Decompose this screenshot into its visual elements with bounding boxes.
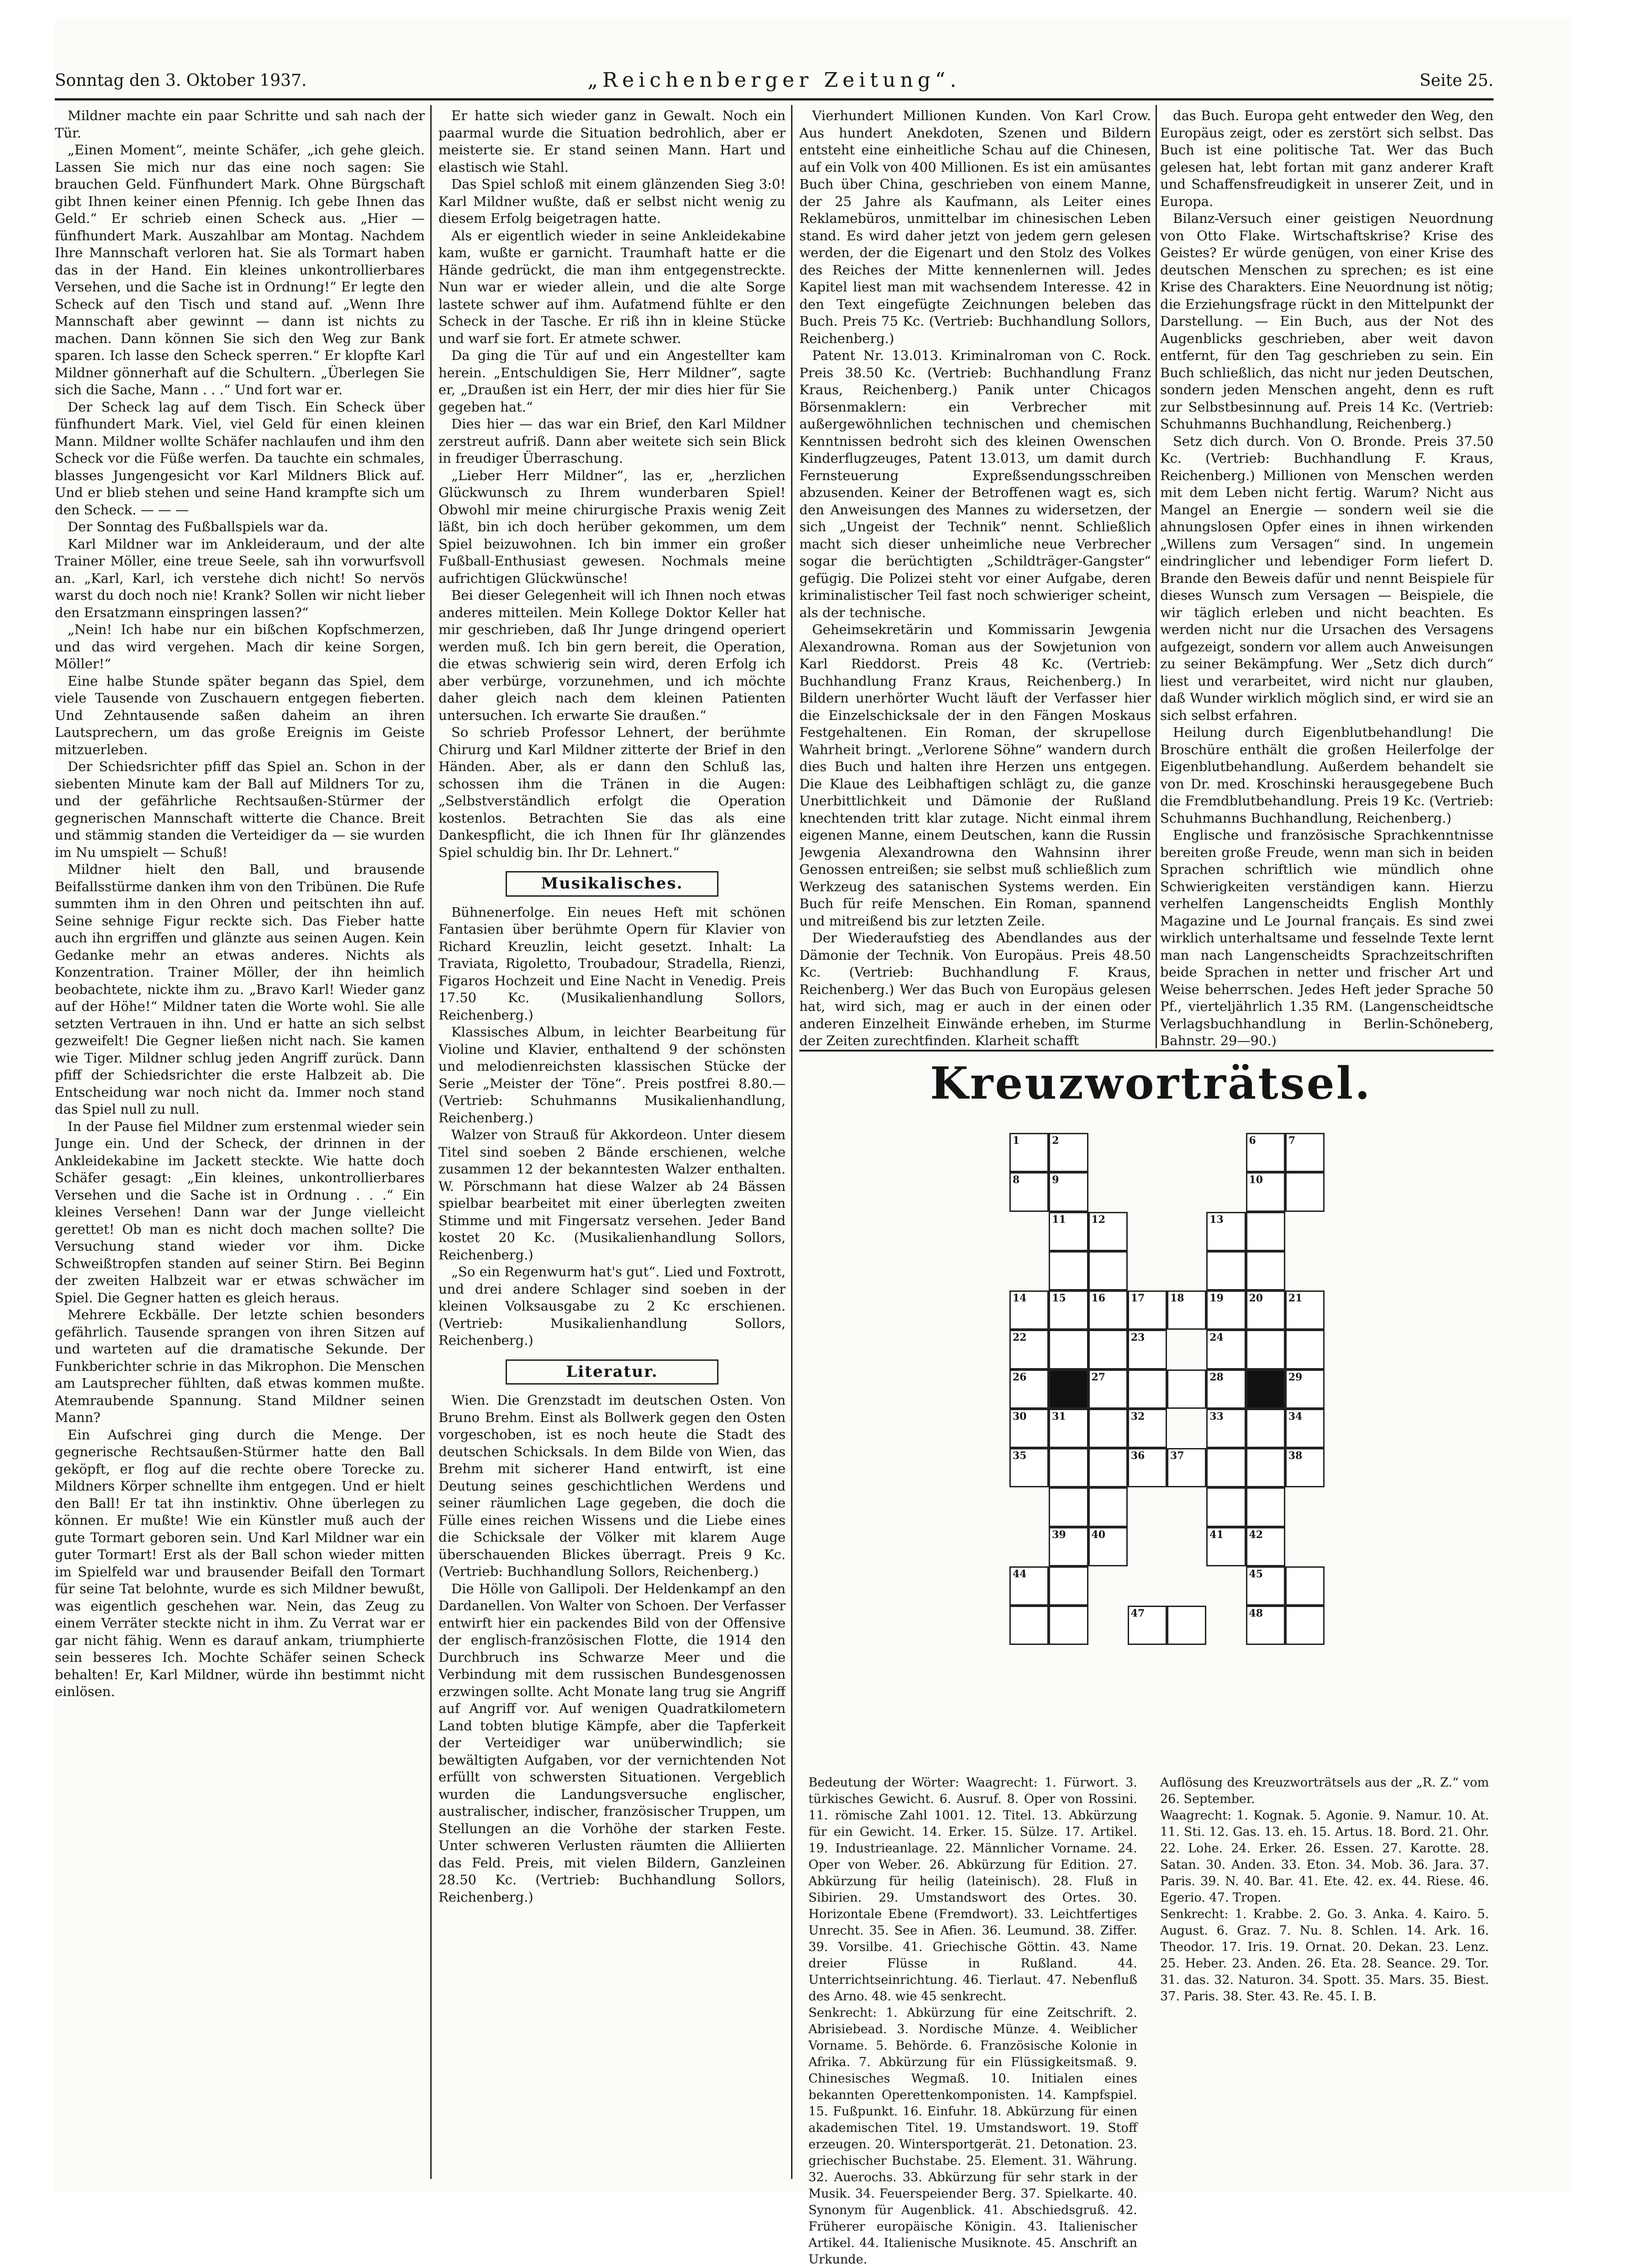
literature-section-heading: Literatur.: [506, 1359, 718, 1385]
header-page-number: Seite 25.: [1420, 71, 1494, 90]
cell-number: 7: [1288, 1135, 1296, 1147]
cell-number: 15: [1052, 1292, 1066, 1304]
cell-number: 12: [1091, 1213, 1106, 1226]
crossword-cell: [1246, 1251, 1285, 1290]
book-review: Die Hölle von Gallipoli. Der Heldenkampf an den Dardanellen. Von Walter von Schoen. Der Verfasser entwirft hier ein packendes Bild von der Offensive der englisch-französischen Flotte, die 1914 den Durchbruch ins Schwarze Meer und die Verbindung mit dem russischen Bundesgenossen erzwingen sollte. Acht Monate lang trug sie Angriff auf Angriff vor. Auf wenigen Quadratkilometern Land tobten blutige Kämpfe, aber die Tapferkeit der Verteidiger war unüberwindlich; sie bewältigten Aufgaben, vor der vernichtenden Not erfüllt von schwersten Situationen. Vergeblich wurden die Landungsversuche englischer, australischer, indischer, französischer Truppen, um Stellungen an die Vorhöhe der starken Feste. Unter schweren Verlusten räumten die Alliierten das Feld. Preis, mit vielen Bildern, Ganzleinen 28.50 Kc. (Vertrieb: Buchhandlung Sollors, Reichenberg.): [438, 1581, 786, 1905]
book-review: Setz dich durch. Von O. Bronde. Preis 37.50 Kc. (Vertrieb: Buchhandlung F. Kraus, Reichenberg.) Millionen von Menschen werden mit dem Leben nicht fertig. Warum? Nicht aus Mangel an Energie — sondern weil sie die ahnungslosen Opfer eines in ihnen wirkenden „Willens zum Versagen“ sind. In ungemein eindringlicher und lebendiger Form liefert D. Brande den Beweis dafür und nennt Beispiele für dieses Wunsch zum Versagen — Beispiele, die wir täglich erleben und nicht beachten. Es werden nicht nur die Ursachen des Versagens aufgezeigt, sondern vor allem auch Anweisungen zu seiner Bekämpfung. Wer „Setz dich durch“ liest und verarbeitet, wird nicht nur glauben, daß Wunder wirklich möglich sind, er wird sie an sich selbst erfahren.: [1160, 433, 1494, 723]
paragraph: Eine halbe Stunde später begann das Spiel, dem viele Tausende von Zuschauern entgegen fieberten. Und Zehntausende saßen daheim an ihren Lautsprechern, um das große Ereignis im Geiste mitzuerleben.: [55, 673, 425, 757]
crossword-cell: [1246, 1409, 1285, 1448]
crossword-cell: [1167, 1290, 1206, 1330]
crossword-cell: [1009, 1172, 1049, 1211]
crossword-cell: [1167, 1369, 1206, 1409]
cell-number: 29: [1288, 1371, 1303, 1383]
cell-number: 39: [1052, 1528, 1066, 1541]
music-review: Klassisches Album, in leichter Bearbeitung für Violine und Klavier, enthaltend 9 der schönsten und melodienreichsten klassischen Stücke der Serie „Meister der Töne“. Preis postfrei 8.80.— (Vertrieb: Schuhmanns Musikalienhandlung, Reichenberg.): [438, 1024, 786, 1126]
book-reviews-column-4: [1160, 107, 1494, 1057]
music-review: Walzer von Strauß für Akkordeon. Unter diesem Titel sind soeben 2 Bände erschienen, welche zusammen 12 der bekanntesten Walzer enthalten. W. Pörschmann hat diese Walzer ab 24 Bässen spielbar bearbeitet mit einer überlegten zweiten Stimme und mit Fingersatz versehen. Jeder Band kostet 20 Kc. (Musikalienhandlung Sollors, Reichenberg.): [438, 1127, 786, 1263]
crossword-cell: [1206, 1251, 1246, 1290]
crossword-cell: [1206, 1290, 1246, 1330]
crossword-cell: [1246, 1448, 1285, 1487]
cell-number: 41: [1209, 1528, 1224, 1541]
crossword-grid: [1009, 1133, 1325, 1763]
header-rule: [55, 98, 1494, 100]
crossword-cell: [1049, 1448, 1088, 1487]
cell-number: 37: [1170, 1450, 1184, 1462]
paragraph: Als er eigentlich wieder in seine Ankleidekabine kam, wußte er garnicht. Traumhaft hatte er die Hände gedrückt, die man ihm entgegenstreckte. Nun war er wieder allein, und die alte Sorge lastete schwer auf ihm. Aufatmend fühlte er den Scheck in der Tasche. Er riß ihn in kleine Stücke und warf sie fort. Er atmete schwer.: [438, 227, 786, 346]
book-reviews-column-3: [799, 107, 1151, 1057]
crossword-cell: [1128, 1409, 1167, 1448]
crossword-cell: [1088, 1448, 1128, 1487]
crossword-cell: [1206, 1330, 1246, 1369]
cell-number: 19: [1209, 1292, 1224, 1304]
story-continuation: [438, 107, 786, 861]
crossword-cell: [1088, 1251, 1128, 1290]
clue-paragraph: Bedeutung der Wörter: Waagrecht: 1. Fürwort. 3. türkisches Gewicht. 6. Ausruf. 8. Oper von Rossini. 11. römische Zahl 1001. 12. Titel. 13. Abkürzung für ein Gewicht. 14. Erker. 15. Sülze. 17. Artikel. 19. Industrieanlage. 22. Männlicher Vorname. 24. Oper von Weber. 26. Abkürzung für Edition. 27. Abkürzung für heilig (lateinisch). 28. Fluß in Sibirien. 29. Umstandswort des Ortes. 30. Horizontale Ebene (Fremdwort). 33. Leichtfertiges Unrecht. 35. See in Afien. 36. Leumund. 38. Ziffer. 39. Vorsilbe. 41. Griechische Göttin. 43. Name dreier Flüsse in Rußland. 44. Unterrichtseinrichtung. 46. Tierlaut. 47. Nebenfluß des Arno. 48. wie 45 senkrecht.: [808, 1776, 1137, 2004]
crossword-cell: [1009, 1606, 1049, 1645]
cell-number: 31: [1052, 1410, 1066, 1422]
crossword-cell: [1009, 1566, 1049, 1606]
crossword-cell: [1049, 1133, 1088, 1172]
book-review: das Buch. Europa geht entweder den Weg, den Europäus zeigt, oder es zerstört sich selbst. Das Buch ist eine politische Tat. Wer das Buch gelesen hat, lebt fortan mit ganz anderer Kraft und Schaffensfreudigkeit in unserer Zeit, und in Europa.: [1160, 108, 1494, 209]
crossword-cell: [1128, 1448, 1167, 1487]
crossword-cell: [1088, 1290, 1128, 1330]
crossword-cell: [1009, 1133, 1049, 1172]
crossword-title: Kreuzworträtsel.: [930, 1057, 1372, 1109]
cell-number: 24: [1209, 1332, 1224, 1344]
music-review: „So ein Regenwurm hat's gut“. Lied und Foxtrott, und drei andere Schlager sind soeben in der kleinen Volksausgabe zu 2 Kc erschienen. (Vertrieb: Musikalienhandlung Sollors, Reichenberg.): [438, 1264, 786, 1348]
cell-number: 6: [1249, 1135, 1256, 1147]
crossword-cell: [1246, 1133, 1285, 1172]
crossword-cell: [1285, 1409, 1325, 1448]
paragraph: Mehrere Eckbälle. Der letzte schien besonders gefährlich. Tausende sprangen von ihren Sitzen auf und warteten auf die dramatische Sekunde. Der Funkberichter schrie in das Mikrophon. Die Menschen am Lautsprecher fühlten, daß etwas kommen mußte. Atemraubende Spannung. Stand Mildner seinen Mann?: [55, 1307, 425, 1425]
cell-number: 18: [1170, 1292, 1184, 1304]
clue-paragraph: Senkrecht: 1. Abkürzung für eine Zeitschrift. 2. Abrisiebead. 3. Nordische Münze. 4. Weiblicher Vorname. 5. Behörde. 6. Französische Kolonie in Afrika. 7. Abkürzung für ein Flüssigkeitsmaß. 9. Chinesisches Wegmaß. 10. Initialen eines bekannten Operettenkomponisten. 14. Kampfspiel. 15. Fußpunkt. 16. Einfuhr. 18. Abkürzung für einen akademischen Titel. 19. Umstandswort. 19. Stoff erzeugen. 20. Wintersportgerät. 21. Detonation. 23. griechischer Buchstabe. 25. Element. 31. Währung. 32. Auerochs. 33. Abkürzung für sehr stark in der Musik. 34. Feuerspeiender Berg. 37. Spielkarte. 40. Synonym für Augenblick. 41. Abschiedsgruß. 42. Früherer europäische Königin. 43. Italienischer Artikel. 44. Italienische Musiknote. 45. Anschrift an Urkunde.: [808, 2006, 1137, 2267]
crossword-cell: [1285, 1133, 1325, 1172]
crossword-cell: [1088, 1369, 1128, 1409]
cell-number: 20: [1249, 1292, 1263, 1304]
crossword-cell: [1285, 1330, 1325, 1369]
book-review: Vierhundert Millionen Kunden. Von Karl Crow. Aus hundert Anekdoten, Szenen und Bildern entsteht eine einheitliche Schau auf die Chinesen, auf ein Volk von 400 Millionen. Es ist ein amüsantes Buch über China, geschrieben von einem Manne, der 25 Jahre als Kaufmann, als Leiter eines Reklamebüros, unmittelbar im chinesischen Leben stand. Es wird daher jetzt von jedem gern gelesen werden, der die Eigenart und den Stolz des Volkes des Reiches der Mitte kennenlernen will. Jedes Kapitel liest man mit wachsendem Interesse. 42 in den Text eingefügte Zeichnungen beleben das Buch. Preis 75 Kc. (Vertrieb: Buchhandlung Sollors, Reichenberg.): [799, 108, 1151, 346]
paragraph: Mildner machte ein paar Schritte und sah nach der Tür.: [55, 108, 425, 141]
column-divider: [1156, 105, 1157, 1048]
cell-number: 10: [1249, 1174, 1263, 1186]
cell-number: 35: [1013, 1450, 1027, 1462]
cell-number: 48: [1249, 1607, 1263, 1619]
crossword-cell: [1206, 1212, 1246, 1251]
clues-solution: [1160, 1775, 1489, 2005]
crossword-cell: [1285, 1172, 1325, 1211]
book-review: Patent Nr. 13.013. Kriminalroman von C. Rock. Preis 38.50 Kc. (Vertrieb: Buchhandlung Franz Kraus, Reichenberg.) Panik unter Chicagos Börsenmaklern: ein Verbrecher mit außergewöhnlichen technischen und chemischen Kenntnissen bedroht sich des kleinen Owenschen Kinderflugzeuges, Patent 13.013, um damit durch Fernsteuerung Expreßsendungsschreiben abzusenden. Keiner der Betroffenen wagt es, sich den Anweisungen des Mannes zu widersetzen, der sich „Ungeist der Technik“ nennt. Schließlich macht sich dieser unheimliche neue Verbrecher sogar die berüchtigten „Schildträger-Gangster“ gefügig. Die Polizei steht vor einer Aufgabe, deren kriminalistischer Teil fast noch schwieriger scheint, als der technische.: [799, 348, 1151, 620]
cell-number: 23: [1130, 1332, 1145, 1344]
paragraph: Mildner hielt den Ball, und brausende Beifallsstürme danken ihm von den Tribünen. Die Rufe summten ihm in den Ohren und peitschten ihn auf. Seine sehnige Figur reckte sich. Das Fieber hatte auch ihn ergriffen und glänzte aus seinen Augen. Kein Gedanke mehr an etwas anderes. Nichts als Konzentration. Trainer Möller, der ihn heimlich beobachtete, nickte ihm zu. „Bravo Karl! Wieder ganz auf der Höhe!“ Mildner taten die Worte wohl. Sie alle setzten Vertrauen in ihn. Und er hatte an sich selbst gezweifelt! Die Gegner ließen nicht nach. Sie kamen wie Tiger. Mildner schlug jeden Angriff zurück. Dann pfiff der Schiedsrichter die erste Halbzeit ab. Die Entscheidung war noch nicht da. Immer noch stand das Spiel null zu null.: [55, 862, 425, 1117]
cell-number: 47: [1130, 1607, 1145, 1619]
clues-definitions: [808, 1775, 1137, 2268]
crossword-cell: [1128, 1290, 1167, 1330]
crossword-cell: [1285, 1448, 1325, 1487]
cell-number: 17: [1130, 1292, 1145, 1304]
paragraph: Da ging die Tür auf und ein Angestellter kam herein. „Entschuldigen Sie, Herr Mildner“, sagte er, „Draußen ist ein Herr, der mir dies hier für Sie gegeben hat.“: [438, 348, 786, 415]
book-review: Der Wiederaufstieg des Abendlandes aus der Dämonie der Technik. Von Europäus. Preis 48.50 Kc. (Vertrieb: Buchhandlung F. Kraus, Reichenberg.) Wer das Buch von Europäus gelesen hat, wird sich, mag er auch in der einen oder anderen Einzelheit Einwände erheben, im Sturme der Zeiten zurechtfinden. Klarheit schafft: [799, 930, 1151, 1048]
cell-number: 38: [1288, 1450, 1303, 1462]
crossword-cell: [1128, 1369, 1167, 1409]
cell-number: 1: [1013, 1135, 1020, 1147]
crossword-section: [808, 1057, 1494, 2267]
cell-number: 8: [1013, 1174, 1020, 1186]
newspaper-page: [55, 18, 1571, 2267]
cell-number: 13: [1209, 1213, 1224, 1226]
crossword-cell: [1009, 1448, 1049, 1487]
crossword-cell: [1206, 1409, 1246, 1448]
crossword-cell: [1246, 1527, 1285, 1566]
cell-number: 36: [1130, 1450, 1145, 1462]
story-column-2: [438, 107, 786, 2172]
crossword-cell: [1088, 1487, 1128, 1527]
book-review: Wien. Die Grenzstadt im deutschen Osten. Von Bruno Brehm. Einst als Bollwerk gegen den Osten vorgeschoben, ist es noch heute die Stadt des deutschen Schicksals. In dem Bilde von Wien, das Brehm mit sicherer Hand entwirft, ist eine Deutung seines geschichtlichen Werdens und seiner räumlichen Lage gegeben, die doch die Fülle eines reichen Wissens und die Liebe eines die Schicksale der Völker mit klarem Auge überschauenden Blickes überragt. Preis 9 Kc. (Vertrieb: Buchhandlung Sollors, Reichenberg.): [438, 1392, 786, 1579]
cell-number: 40: [1091, 1528, 1106, 1541]
crossword-cell: [1206, 1487, 1246, 1527]
cell-number: 11: [1052, 1213, 1066, 1226]
cell-number: 33: [1209, 1410, 1224, 1422]
crossword-cell: [1167, 1448, 1206, 1487]
crossword-cell: [1246, 1172, 1285, 1211]
crossword-cell: [1049, 1606, 1088, 1645]
cell-number: 22: [1013, 1332, 1027, 1344]
book-review: Geheimsekretärin und Kommissarin Jewgenia Alexandrowna. Roman aus der Sowjetunion von Karl Rieddorst. Preis 48 Kc. (Vertrieb: Buchhandlung Franz Kraus, Reichenberg.) In Bildern unerhörter Wucht läuft der Verfasser hier die Einzelschicksale der in den Fängen Moskaus Festgehaltenen. Ein Roman, der skrupellose Wahrheit bringt. „Verlorene Söhne“ wandern durch dies Buch und halten ihre Herzen uns entgegen. Die Klaue des Leibhaftigen schlägt zu, die ganze Unerbittlichkeit und Dämonie der Rußland knechtenden tritt klar zutage. Nicht einmal ihrem eigenen Manne, einem Deutschen, kann die Russin Jewgenia Alexandrowna den Wahnsinn ihrer Genossen entreißen; sie selbst muß schließlich zum Werkzeug des satanischen Systems werden. Ein Buch für reife Menschen. Ein Roman, spannend und mitreißend bis zur letzten Zeile.: [799, 622, 1151, 929]
paragraph: Der Scheck lag auf dem Tisch. Ein Scheck über fünfhundert Mark. Viel, viel Geld für einen kleinen Mann. Mildner wollte Schäfer nachlaufen und ihm den Scheck vor die Füße werfen. Da tauchte ein schmales, blasses Jungengesicht vor Karl Mildners Blick auf. Und er blieb stehen und seine Hand krampfte sich um den Scheck. — — —: [55, 399, 425, 518]
crossword-cell: [1049, 1251, 1088, 1290]
cell-number: 21: [1288, 1292, 1303, 1304]
music-review: Bühnenerfolge. Ein neues Heft mit schönen Fantasien über berühmte Opern für Klavier von Richard Kreuzlin, leicht gesetzt. Inhalt: La Traviata, Rigoletto, Troubadour, Stradella, Rienzi, Figaros Hochzeit und Eine Nacht in Venedig. Preis 17.50 Kc. (Musikalienhandlung Sollors, Reichenberg.): [438, 904, 786, 1023]
cell-number: 42: [1249, 1528, 1263, 1541]
crossword-cell: [1285, 1290, 1325, 1330]
paragraph: „Nein! Ich habe nur ein bißchen Kopfschmerzen, und das wird vergehen. Mach dir keine Sorgen, Möller!“: [55, 622, 425, 671]
paragraph: Der Schiedsrichter pfiff das Spiel an. Schon in der siebenten Minute kam der Ball auf Mildners Tor zu, und der gefährliche Rechtsaußen-Stürmer der gegnerischen Mannschaft witterte die Chance. Breit und stämmig standen die Verteidiger da — sie wurden im Nu umspielt — Schuß!: [55, 759, 425, 860]
page-header: [55, 69, 1494, 96]
crossword-black-cell: [1246, 1369, 1285, 1409]
crossword-cell: [1285, 1606, 1325, 1645]
story-column-1: [55, 107, 425, 2172]
crossword-cell: [1088, 1330, 1128, 1369]
crossword-cell: [1285, 1566, 1325, 1606]
paragraph: Der Sonntag des Fußballspiels war da.: [68, 519, 328, 534]
cell-number: 32: [1130, 1410, 1145, 1422]
solution-paragraph: Auflösung des Kreuzworträtsels aus der „R. Z.“ vom 26. September.: [1160, 1776, 1489, 1806]
book-review: Heilung durch Eigenblutbehandlung! Die Broschüre enthält die großen Heilerfolge der Eigenblutbehandlung. Außerdem behandelt sie von Dr. med. Kroschinski herausgegebene Buch die Fremdblutbehandlung. Preis 19 Kc. (Vertrieb: Schuhmanns Buchhandlung, Reichenberg.): [1160, 724, 1494, 826]
paragraph: Karl Mildner war im Ankleideraum, und der alte Trainer Möller, eine treue Seele, sah ihn vorwurfsvoll an. „Karl, Karl, ich verstehe dich nicht! So nervös warst du doch noch nie! Krank? Sollen wir nicht lieber den Ersatzmann einspringen lassen?“: [55, 536, 425, 620]
crossword-cell: [1285, 1369, 1325, 1409]
column-divider: [430, 105, 432, 2179]
paragraph: In der Pause fiel Mildner zum erstenmal wieder sein Junge ein. Und der Scheck, der drinnen in der Ankleidekabine im Jackett steckte. Wie hatte doch Schäfer gesagt: „Ein kleines, unkontrollierbares Versehen und die Sache ist in Ordnung . . .“ Ein kleines Versehen! Dann war der Junge vielleicht gerettet! Ob man es nicht doch machen sollte? Die Versuchung stand wieder vor ihm. Dicke Schweißtropfen standen auf seiner Stirn. Bei Beginn der zweiten Halbzeit war er etwas schwächer im Spiel. Die Gegner hatten es gleich heraus.: [55, 1118, 425, 1306]
crossword-cell: [1167, 1606, 1206, 1645]
crossword-cell: [1206, 1527, 1246, 1566]
crossword-cell: [1049, 1330, 1088, 1369]
header-title: „Reichenberger Zeitung“.: [587, 69, 961, 92]
cell-number: 27: [1091, 1371, 1106, 1383]
paragraph: So schrieb Professor Lehnert, der berühmte Chirurg und Karl Mildner zitterte der Brief in den Händen. Aber, als er dann den Schluß las, schossen ihm die Tränen in die Augen: „Selbstverständlich erfolgt die Operation kostenlos. Betrachten Sie das als eine Dankespflicht, die ich Ihnen für Ihr glänzendes Spiel schuldig bin. Ihr Dr. Lehnert.“: [438, 724, 786, 860]
crossword-cell: [1128, 1606, 1167, 1645]
crossword-cell: [1049, 1409, 1088, 1448]
crossword-cell: [1009, 1369, 1049, 1409]
paragraph: Dies hier — das war ein Brief, den Karl Mildner zerstreut aufriß. Dann aber weitete sich sein Blick in freudiger Überraschung.: [438, 416, 786, 466]
header-date: Sonntag den 3. Oktober 1937.: [55, 71, 307, 90]
cell-number: 9: [1052, 1174, 1059, 1186]
crossword-cell: [1088, 1212, 1128, 1251]
crossword-cell: [1049, 1527, 1088, 1566]
crossword-cell: [1246, 1566, 1285, 1606]
section-rule: [799, 1050, 1494, 1052]
book-review: Englische und französische Sprachkenntnisse bereiten große Freude, wenn man sich in beiden Sprachen schriftlich wie mündlich ohne Schwierigkeiten verständigen kann. Hierzu verhelfen Langenscheidts English Monthly Magazine und Le Journal français. Es sind zwei wirklich unterhaltsame und fesselnde Texte lernt man nach Langenscheidts Sprachzeitschriften beide Sprachen in netter und frischer Art und Weise beherrschen. Jedes Heft jeder Sprache 50 Pf., vierteljährlich 1.35 RM. (Langenscheidtsche Verlagsbuchhandlung in Berlin-Schöneberg, Bahnstr. 29—90.): [1160, 827, 1494, 1048]
literature-reviews: [438, 1392, 786, 1906]
cell-number: 28: [1209, 1371, 1224, 1383]
crossword-black-cell: [1049, 1369, 1088, 1409]
cell-number: 45: [1249, 1568, 1263, 1580]
crossword-cell: [1049, 1212, 1088, 1251]
crossword-cell: [1049, 1172, 1088, 1211]
music-reviews: [438, 904, 786, 1349]
crossword-cell: [1009, 1330, 1049, 1369]
column-divider: [791, 105, 792, 2179]
crossword-cell: [1246, 1290, 1285, 1330]
cell-number: 2: [1052, 1135, 1059, 1147]
book-review: Bilanz-Versuch einer geistigen Neuordnung von Otto Flake. Wirtschaftskrise? Krise des Geistes? Er würde genügen, von einer Krise des deutschen Menschen zu sprechen; es ist eine Krise des Charakters. Eine Neuordnung ist nötig; die Erziehungsfrage rückt in den Mittelpunkt der Darstellung. — Ein Buch, aus der Not des Augenblicks geschrieben, aber weit davon entfernt, für den Tag geschrieben zu sein. Ein Buch schließlich, das nicht nur jeden Deutschen, sondern jeden Menschen angeht, denn es ruft zur Selbstbesinnung auf. Preis 14 Kc. (Vertrieb: Schuhmanns Buchhandlung, Reichenberg.): [1160, 211, 1494, 432]
crossword-cell: [1206, 1369, 1246, 1409]
cell-number: 16: [1091, 1292, 1106, 1304]
solution-paragraph: Senkrecht: 1. Krabbe. 2. Go. 3. Anka. 4. Kairo. 5. August. 6. Graz. 7. Nu. 8. Schlen. 14. Ark. 16. Theodor. 17. Iris. 19. Ornat. 20. Dekan. 23. Lenz. 25. Heber. 23. Anden. 26. Eta. 28. Seance. 29. Tor. 31. das. 32. Naturon. 34. Spott. 35. Mars. 35. Biest. 37. Paris. 38. Ster. 43. Re. 45. I. B.: [1160, 1907, 1489, 2004]
crossword-cell: [1009, 1290, 1049, 1330]
crossword-cell: [1049, 1290, 1088, 1330]
solution-paragraph: Waagrecht: 1. Kognak. 5. Agonie. 9. Namur. 10. At. 11. Sti. 12. Gas. 13. eh. 15. Artus. 18. Bord. 21. Ohr. 22. Lohe. 24. Erker. 26. Essen. 27. Karotte. 28. Satan. 30. Anden. 33. Eton. 34. Mob. 36. Jara. 37. Paris. 39. N. 40. Bar. 41. Ete. 42. ex. 44. Riese. 46. Egerio. 47. Tropen.: [1160, 1808, 1489, 1905]
cell-number: 44: [1013, 1568, 1027, 1580]
crossword-cell: [1088, 1409, 1128, 1448]
paragraph: Er hatte sich wieder ganz in Gewalt. Noch ein paarmal wurde die Situation bedrohlich, aber er meisterte sie. Er stand seinen Mann. Hart und elastisch wie Stahl.: [438, 108, 786, 175]
cell-number: 26: [1013, 1371, 1027, 1383]
crossword-cell: [1246, 1487, 1285, 1527]
cell-number: 14: [1013, 1292, 1027, 1304]
cell-number: 30: [1013, 1410, 1027, 1422]
crossword-cell: [1246, 1606, 1285, 1645]
crossword-cell: [1206, 1448, 1246, 1487]
crossword-cell: [1009, 1409, 1049, 1448]
crossword-cell: [1128, 1330, 1167, 1369]
crossword-cell: [1246, 1330, 1285, 1369]
paragraph: „Lieber Herr Mildner“, las er, „herzlichen Glückwunsch zu Ihrem wunderbaren Spiel! Obwohl mir meine chirurgische Praxis wenig Zeit läßt, bin ich doch herüber gekommen, um dem Spiel beizuwohnen. Ich bin immer ein großer Fußball-Enthusiast gewesen. Nochmals meine aufrichtigen Glückwünsche!: [438, 467, 786, 586]
crossword-cell: [1246, 1212, 1285, 1251]
paragraph: „Einen Moment“, meinte Schäfer, „ich gehe gleich. Lassen Sie mich nur das eine noch sagen: Sie brauchen Geld. Fünfhundert Mark. Ohne Bürgschaft gibt Ihnen keiner einen Pfennig. Ich gebe Ihnen das Geld.“ Er schrieb einen Scheck aus. „Hier — fünfhundert Mark. Auszahlbar am Montag. Nachdem Ihre Mannschaft verloren hat. Sie als Tormart haben das in der Hand. Ein kleines unkontrollierbares Versehen, und die Sache ist in Ordnung!“ Er legte den Scheck auf den Tisch und stand auf. „Wenn Ihre Mannschaft aber gewinnt — dann ist nichts zu machen. Dann können Sie sich den Weg zur Bank sparen. Ich lasse den Scheck sperren.“ Er klopfte Karl Mildner gönnerhaft auf die Schultern. „Überlegen Sie sich die Sache, Mann . . .“ Und fort war er.: [55, 142, 425, 397]
paragraph: Ein Aufschrei ging durch die Menge. Der gegnerische Rechtsaußen-Stürmer hatte den Ball geköpft, er flog auf die rechte obere Torecke zu. Mildners Körper schnellte ihm entgegen. Und er hielt den Ball! Er tat ihn instinktiv. Ohne überlegen zu können. Er mußte! Wie ein Künstler muß auch der gute Tormart geboren sein. Und Karl Mildner war ein guter Tormart! Erst als der Ball schon wieder mitten im Spielfeld war und brausender Beifall den Tormart für seine Tat belohnte, wurde es sich Mildner bewußt, was eigentlich geschehen war. Nein, das Zeug zu einem Verräter steckte nicht in ihm. Zu Verrat war er gar nicht fähig. Wenn es darauf ankam, triumphierte sein besseres Ich. Mochte Schäfer seinen Scheck behalten! Er, Karl Mildner, würde ihn bestimmt nicht einlösen.: [55, 1427, 425, 1699]
music-section-heading: Musikalisches.: [506, 871, 718, 897]
crossword-cell: [1088, 1527, 1128, 1566]
paragraph: Bei dieser Gelegenheit will ich Ihnen noch etwas anderes mitteilen. Mein Kollege Doktor Keller hat mir geschrieben, daß Ihr Junge dringend operiert werden muß. Ich bin gern bereit, die Operation, die etwas schwierig sein wird, deren Erfolg ich aber verbürge, vorzunehmen, und ich möchte daher gleich nach dem kleinen Patienten untersuchen. Ich erwarte Sie draußen.“: [438, 587, 786, 723]
crossword-cell: [1049, 1566, 1088, 1606]
cell-number: 34: [1288, 1410, 1303, 1422]
crossword-cell: [1049, 1487, 1088, 1527]
paragraph: Das Spiel schloß mit einem glänzenden Sieg 3:0! Karl Mildner wußte, daß er selbst nicht wenig zu diesem Erfolg beigetragen hatte.: [438, 176, 786, 226]
